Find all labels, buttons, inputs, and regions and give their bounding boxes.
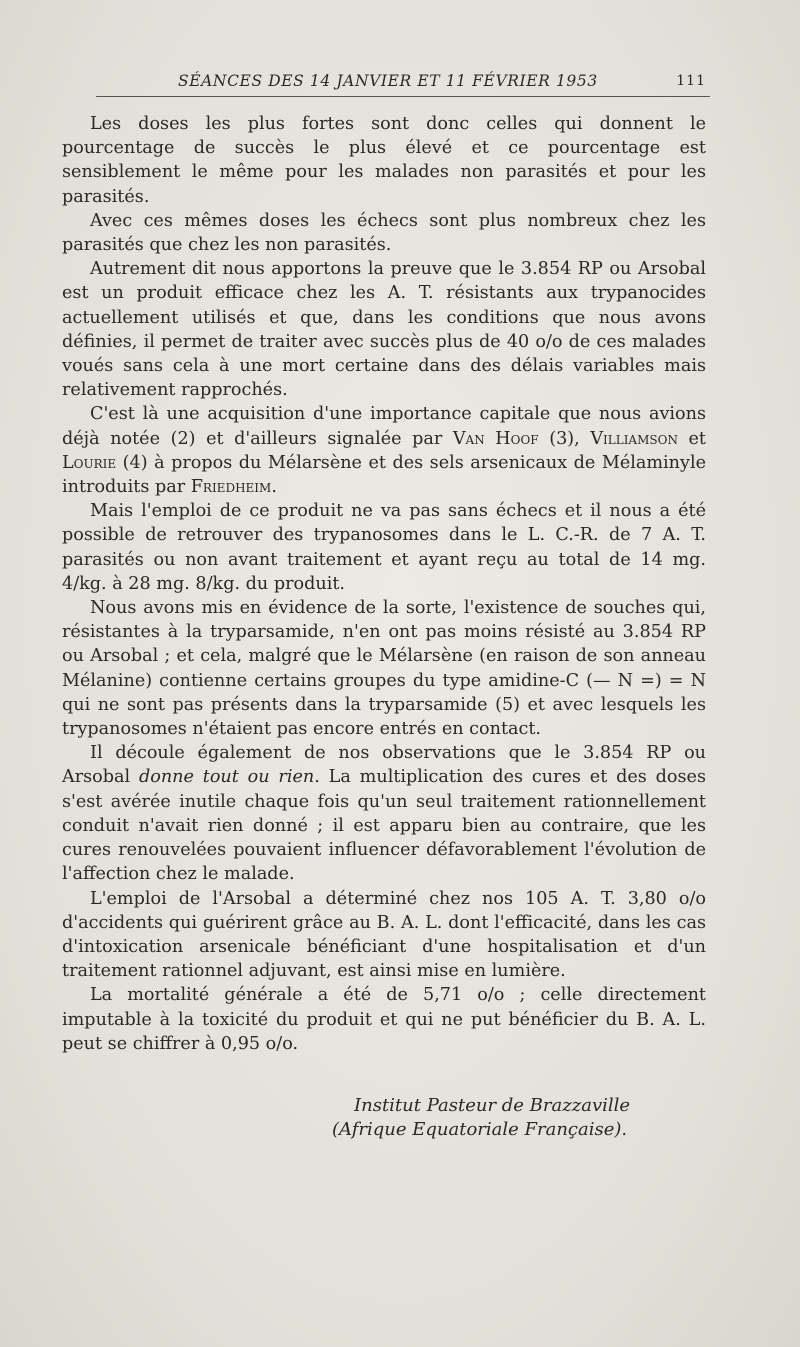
paragraph-8: L'emploi de l'Arsobal a déterminé chez nos 105 A. T. 3,80 o/o d'accidents qui guérirent grâce au B. A. L. dont l'efficacité, dans les cas d'intoxication arsenicale bénéficiant d'une hospitalisation et d'un traitement rationnel adjuvant, est ainsi mise en lumière. <box>62 888 706 982</box>
paragraph-4 <box>62 402 706 499</box>
body-text <box>62 112 706 1056</box>
paragraph-7-italic: donne tout ou rien <box>138 767 315 788</box>
paragraph-4-text-c: et <box>677 428 707 449</box>
institution-name: Institut Pasteur de Brazzaville <box>354 1095 631 1116</box>
paragraph-7-text-a: Il découle également de nos observations que le 3.854 RP ou Arsobal <box>62 743 706 788</box>
paragraph-1: Les doses les plus fortes sont donc celles qui donnent le pourcentage de succès le plus élevé et ce pourcentage est sensiblement le même pour les malades non parasités et pour les parasités. <box>62 114 706 207</box>
running-head: SÉANCES DES 14 JANVIER ET 11 FÉVRIER 1953 <box>178 72 598 90</box>
paragraph-5: Mais l'emploi de ce produit ne va pas sans échecs et il nous a été possible de retrouver des trypanosomes dans le L. C.-R. de 7 A. T. parasités ou non avant traitement et ayant reçu au total de 14 mg. 4/kg. à 28 mg. 8/kg. du produit. <box>62 501 706 594</box>
paragraph-4-text-d: (4) à propos du Mélarsène et des sels arsenicaux de Mélaminyle introduits par <box>62 452 706 498</box>
paragraph-2: Avec ces mêmes doses les échecs sont plus nombreux chez les parasités que chez les non parasités. <box>62 210 706 256</box>
page-number: 111 <box>676 73 706 89</box>
author-friedheim: Friedheim <box>190 477 272 498</box>
author-van-hoof: Van Hoof <box>452 428 539 449</box>
page-header <box>96 70 710 97</box>
paragraph-4-text-b: (3), <box>538 428 591 449</box>
author-lourie: Lourie <box>62 452 117 473</box>
paragraph-4-text-a: C'est là une acquisition d'une importance capitale que nous avions déjà notée (2) et d'ailleurs signalée par <box>62 404 706 449</box>
paragraph-7-text-b: . La multiplication des cures et des doses s'est avérée inutile chaque fois qu'un seul traitement rationnellement conduit n'avait rien donné ; il est apparu bien au contraire, que les cures renouvelées pouvaient influencer défavorablement l'évolution de l'affection chez le malade. <box>62 767 706 885</box>
paragraph-9: La mortalité générale a été de 5,71 o/o ; celle directement imputable à la toxicité du produit et qui ne put bénéficier du B. A. L. peut se chiffrer à 0,95 o/o. <box>62 985 706 1054</box>
paragraph-7 <box>62 741 706 886</box>
signature-block <box>332 1094 712 1142</box>
institution-location: (Afrique Equatoriale Française). <box>332 1119 628 1140</box>
paragraph-3: Autrement dit nous apportons la preuve que le 3.854 RP ou Arsobal est un produit efficace chez les A. T. résistants aux trypanocides actuellement utilisés et que, dans les conditions que nous avons définies, il permet de traiter avec succès plus de 40 o/o de ces malades voués sans cela à une mort certaine dans des délais variables mais relativement rapprochés. <box>62 259 706 401</box>
paragraph-6: Nous avons mis en évidence de la sorte, l'existence de souches qui, résistantes à la tryparsamide, n'en ont pas moins résisté au 3.854 RP ou Arsobal ; et cela, malgré que le Mélarsène (en raison de son anneau Mélanine) contienne certains groupes du type amidine-C (— N =) = N qui ne sont pas présents dans la tryparsamide (5) et avec lesquels les trypanosomes n'étaient pas encore entrés en contact. <box>62 598 706 740</box>
author-villiamson: Villiamson <box>590 428 678 449</box>
paragraph-4-text-e: . <box>271 477 277 498</box>
